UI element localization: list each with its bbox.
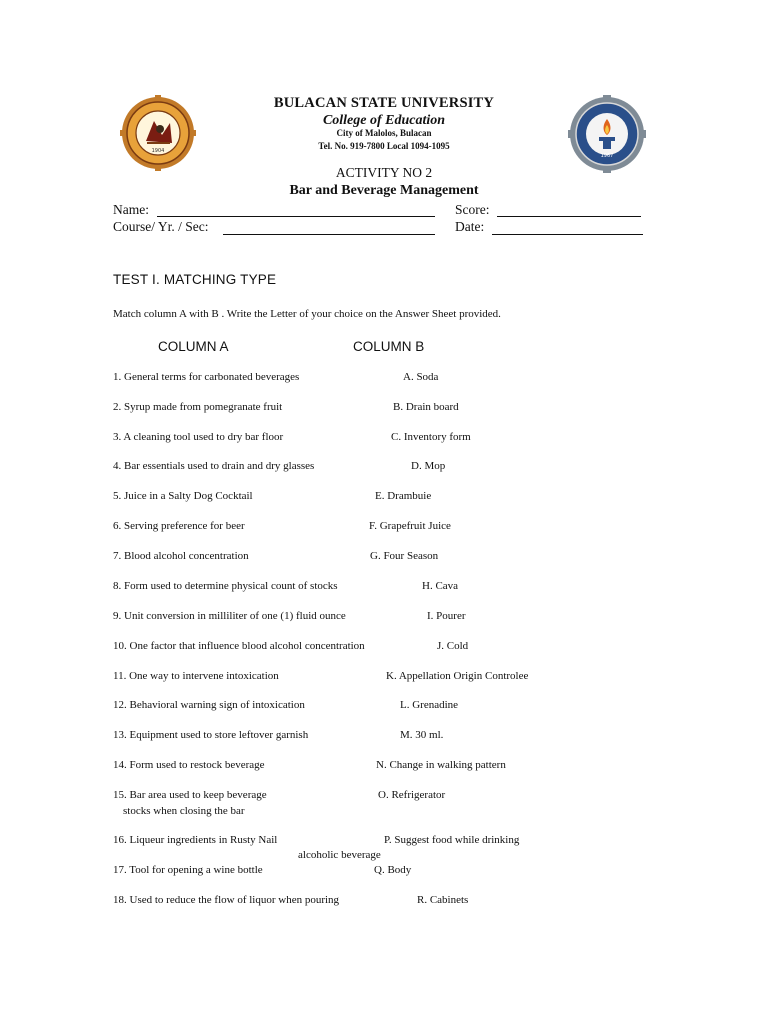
column-a-item: 5. Juice in a Salty Dog Cocktail: [113, 490, 253, 502]
column-b-option: N. Change in walking pattern: [376, 759, 506, 771]
column-a-item: 6. Serving preference for beer: [113, 520, 245, 532]
score-line[interactable]: [497, 216, 641, 217]
university-name: BULACAN STATE UNIVERSITY: [273, 95, 495, 111]
score-label: Score:: [455, 202, 490, 217]
column-b-option: F. Grapefruit Juice: [369, 520, 451, 532]
column-a-item: 3. A cleaning tool used to dry bar floor: [113, 431, 284, 443]
column-b-option: R. Cabinets: [417, 894, 469, 906]
course-line[interactable]: [223, 234, 435, 235]
course-label: Course/ Yr. / Sec:: [113, 219, 209, 234]
subject-title: Bar and Beverage Management: [289, 183, 479, 198]
column-a-item: 12. Behavioral warning sign of intoxication: [113, 699, 305, 711]
column-b-option: Q. Body: [374, 864, 412, 876]
telephone-number: Tel. No. 919-7800 Local 1094-1095: [318, 141, 450, 151]
column-b-option: P. Suggest food while drinking: [384, 834, 520, 846]
column-a-item: 15. Bar area used to keep beverage: [113, 789, 267, 801]
column-a-item: 17. Tool for opening a wine bottle: [113, 864, 263, 876]
column-a-item: 8. Form used to determine physical count of stocks: [113, 580, 338, 592]
column-a-item: 7. Blood alcohol concentration: [113, 550, 249, 562]
column-b-option: O. Refrigerator: [378, 789, 446, 801]
svg-text:1967: 1967: [600, 153, 614, 159]
column-b-option: D. Mop: [411, 460, 446, 472]
column-b-option: G. Four Season: [370, 550, 439, 562]
column-a-item: 11. One way to intervene intoxication: [113, 670, 279, 682]
column-b-option: E. Drambuie: [375, 490, 432, 502]
column-a-item: 13. Equipment used to store leftover garnish: [113, 729, 309, 741]
activity-title: ACTIVITY NO 2: [335, 165, 433, 180]
column-a-item: 18. Used to reduce the flow of liquor when pouring: [113, 894, 340, 906]
svg-text:1904: 1904: [151, 148, 165, 154]
column-a-item: 14. Form used to restock beverage: [113, 759, 265, 771]
column-b-header: COLUMN B: [353, 339, 425, 354]
date-label: Date:: [455, 219, 485, 234]
date-line[interactable]: [492, 234, 643, 235]
column-b-option: A. Soda: [403, 371, 439, 383]
name-label: Name:: [113, 202, 149, 217]
name-line[interactable]: [157, 216, 435, 217]
column-a-item: 16. Liqueur ingredients in Rusty Nail: [113, 834, 278, 846]
column-a-item: 1. General terms for carbonated beverages: [113, 371, 300, 383]
column-a-item: 9. Unit conversion in milliliter of one (1) fluid ounce: [113, 610, 346, 622]
instruction-text: Match column A with B . Write the Letter of your choice on the Answer Sheet provided.: [113, 308, 501, 320]
column-b-option: L. Grenadine: [400, 699, 459, 711]
column-a-item: 10. One factor that influence blood alcohol concentration: [113, 640, 365, 652]
test-title: TEST I. MATCHING TYPE: [113, 272, 277, 287]
column-a-item-continuation: stocks when closing the bar: [123, 805, 245, 817]
column-b-option: J. Cold: [437, 640, 469, 652]
column-b-option: M. 30 ml.: [400, 729, 444, 741]
column-b-option: H. Cava: [422, 580, 459, 592]
college-name: College of Education: [322, 113, 446, 128]
column-b-option-continuation: alcoholic beverage: [298, 849, 381, 861]
column-a-item: 4. Bar essentials used to drain and dry glasses: [113, 460, 315, 472]
column-a-item: 2. Syrup made from pomegranate fruit: [113, 401, 283, 413]
column-b-option: C. Inventory form: [391, 431, 471, 443]
column-b-option: I. Pourer: [427, 610, 466, 622]
city-address: City of Malolos, Bulacan: [336, 128, 432, 138]
column-b-option: K. Appellation Origin Controlee: [386, 670, 529, 682]
column-a-header: COLUMN A: [158, 339, 229, 354]
column-b-option: B. Drain board: [393, 401, 459, 413]
